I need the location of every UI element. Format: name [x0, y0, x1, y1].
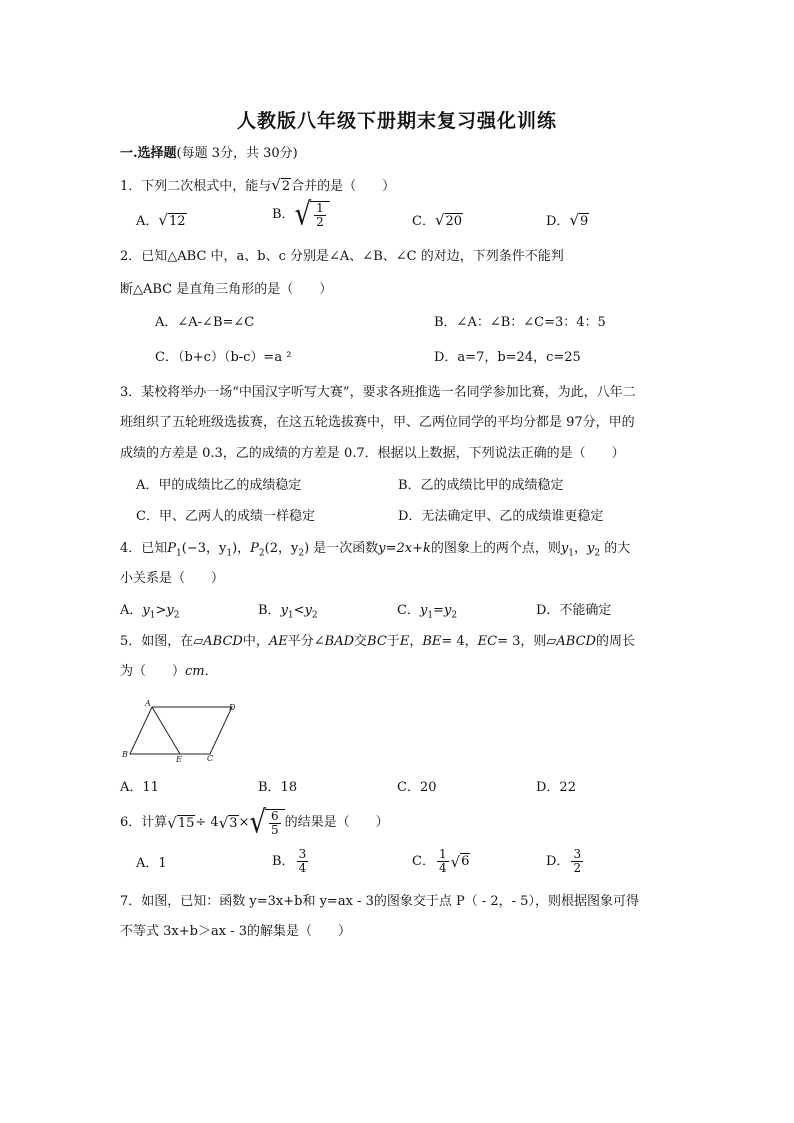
q4-stem-line1: 4．已知$P_1(-3$，$y_1$)，$P_2(2$，$y_2$) 是一次函数y=2x+k的图象上的两个点，则$y_1$，$y_2$ 的大 [120, 541, 631, 559]
q1-option-c[interactable]: C．√20 [412, 211, 463, 229]
q2-option-b[interactable]: B．∠A：∠B：∠C=3：4：5 [434, 315, 606, 330]
q1-option-b[interactable]: B． √ $\frac{1}{2}$ [272, 200, 330, 230]
q2-stem-line2: 断△ABC 是直角三角形的是（ ） [120, 282, 333, 297]
q4-option-b[interactable]: B．$y_1<y_2$ [258, 603, 318, 621]
q5-option-d[interactable]: D．22 [536, 780, 576, 795]
q3-option-c[interactable]: C．甲、乙两人的成绩一样稳定 [136, 509, 315, 524]
q5-option-b[interactable]: B．18 [258, 780, 298, 795]
q5-option-a[interactable]: A．11 [120, 780, 159, 795]
q6-option-d[interactable]: D． $\frac{3}{2}$ [546, 847, 582, 875]
q5-stem-line1: 5．如图，在▱ABCD中，AE平分∠BAD交BC于E，BE= 4，EC= 3，则▱ABCD的周长 [120, 634, 635, 649]
parallelogram-figure [118, 698, 248, 764]
q1-stem-end: 合并的是（ ） [291, 179, 396, 194]
q5-option-c[interactable]: C．20 [397, 780, 437, 795]
point-label-e: E [176, 755, 182, 764]
vertex-label-d: D [229, 703, 236, 712]
q1-option-d[interactable]: D．√9 [546, 211, 589, 229]
q3-option-b[interactable]: B．乙的成绩比甲的成绩稳定 [398, 478, 564, 493]
page-title: 人教版八年级下册期末复习强化训练 [236, 110, 557, 132]
q7-stem-line1: 7．如图，已知：函数 y=3x+b和 y=ax - 3的图象交于点 P（ - 2，- 5），则根据图象可得 [120, 894, 639, 909]
q1-stem: 1．下列二次根式中，能与 [120, 179, 272, 194]
q1-option-a[interactable]: A．√12 [136, 211, 186, 229]
vertex-label-b: B [122, 750, 128, 759]
section-note: (每题 3分，共 30分) [176, 146, 298, 161]
q3-stem-line1: 3．某校将举办一场“中国汉字听写大赛”，要求各班推选一名同学参加比赛，为此，八年二 [120, 385, 636, 400]
q6-option-b[interactable]: B． $\frac{3}{4}$ [272, 847, 307, 875]
q2-option-a[interactable]: A．∠A-∠B=∠C [155, 315, 255, 330]
q4-stem-line2: 小关系是（ ） [120, 571, 225, 586]
q2-stem-line1: 2．已知△ABC 中，a、b、c 分别是∠A、∠B、∠C 的对边，下列条件不能判 [120, 249, 564, 264]
q4-option-c[interactable]: C．$y_1=y_2$ [397, 603, 458, 621]
q4-option-d[interactable]: D．不能确定 [536, 603, 612, 618]
parallelogram-abcd [130, 707, 232, 754]
q3-stem-line2: 班组织了五轮班级选拔赛，在这五轮选拔赛中，甲、乙两位同学的平均分都是 97分，甲的 [120, 415, 635, 430]
q3-option-d[interactable]: D．无法确定甲、乙的成绩谁更稳定 [398, 509, 604, 524]
q3-option-a[interactable]: A．甲的成绩比乙的成绩稳定 [136, 478, 302, 493]
q7-stem-line2: 不等式 3x+b＞ax - 3的解集是（ ） [120, 924, 351, 939]
q3-stem-line3: 成绩的方差是 0.3，乙的成绩的方差是 0.7．根据以上数据，下列说法正确的是（ ） [120, 446, 625, 461]
question-1: 1．下列二次根式中，能与√2合并的是（ ） [120, 176, 396, 194]
q2-option-d[interactable]: D．a=7，b=24，c=25 [434, 350, 581, 365]
q6-option-a[interactable]: A．1 [136, 856, 167, 871]
vertex-label-c: C [207, 754, 214, 763]
vertex-label-a: A [145, 699, 151, 708]
q2-option-c[interactable]: C．（b+c）（b-c）=a ² [155, 350, 292, 365]
q5-stem-line2: 为（ ）cm． [120, 664, 218, 679]
q6-option-c[interactable]: C． $\frac{1}{4}$ √ 6 [412, 847, 470, 875]
q4-option-a[interactable]: A．$y_1>y_2$ [120, 603, 180, 621]
q6-stem: 6．计算 √ 15 ÷ 4 √ 3 × √ $\frac{6}{5}$ 的结果是（ ） [120, 805, 389, 841]
section-title: 一.选择题 [120, 146, 177, 161]
q1-radicand: 2 [281, 179, 291, 194]
section-heading [120, 144, 298, 164]
segment-ae [152, 707, 180, 754]
